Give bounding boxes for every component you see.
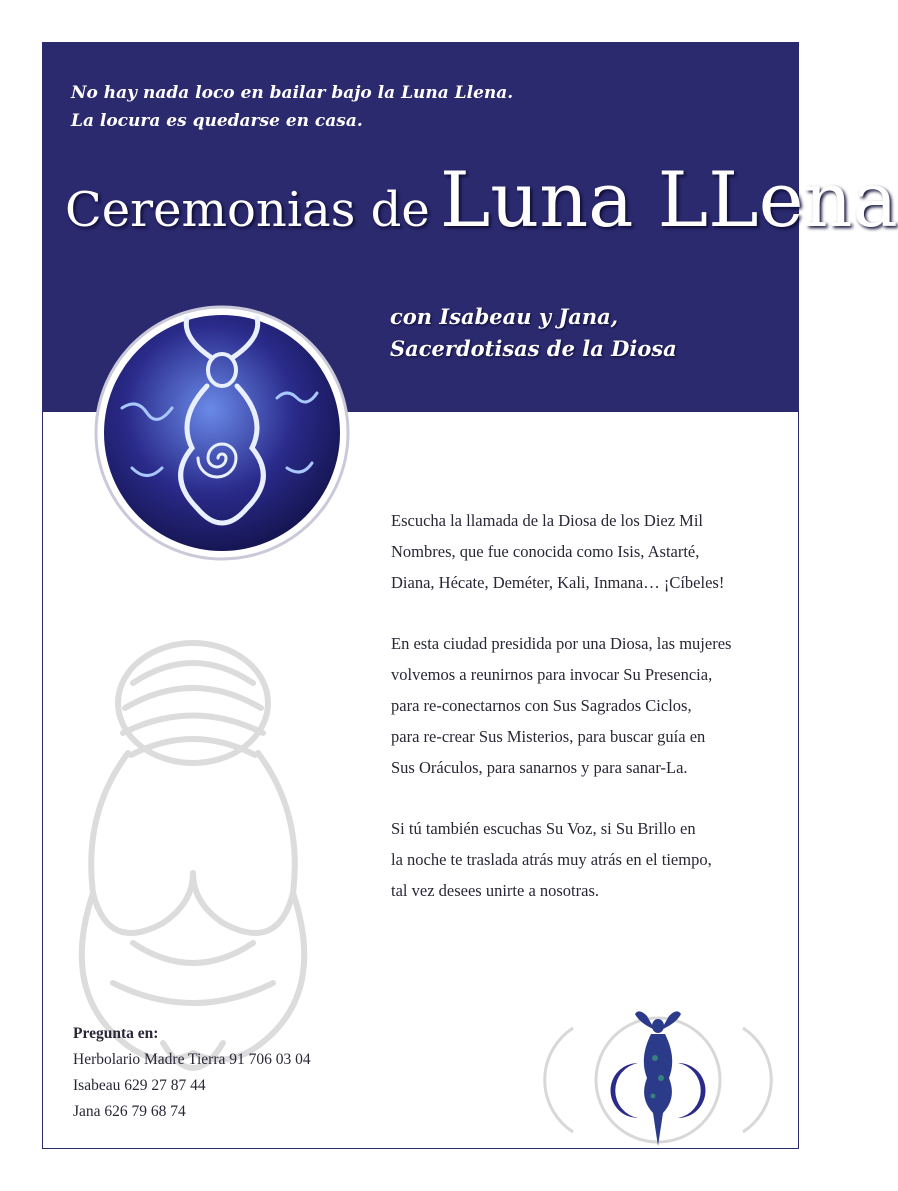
body-line: tal vez desees unirte a nosotras. [391, 881, 600, 900]
contact-line: Isabeau 629 27 87 44 [73, 1077, 206, 1094]
contact-heading: Pregunta en: [73, 1025, 159, 1042]
page-subtitle [390, 301, 677, 365]
title-part-2: Luna LLena [439, 155, 898, 244]
goddess-spiral-medallion [87, 298, 357, 568]
quote-line-2: La locura es quedarse en casa. [71, 111, 363, 131]
body-line: Diana, Hécate, Deméter, Kali, Inmana… ¡Cíbeles! [391, 573, 725, 592]
page-title [65, 155, 898, 244]
body-paragraph-2 [391, 628, 781, 783]
body-line: En esta ciudad presidida por una Diosa, las mujeres [391, 634, 732, 653]
body-line: para re-conectarnos con Sus Sagrados Ciclos, [391, 696, 692, 715]
triple-moon-goddess-emblem [543, 1008, 773, 1148]
subtitle-line-1: con Isabeau y Jana, [390, 304, 619, 329]
quote-line-1: No hay nada loco en bailar bajo la Luna Llena. [71, 83, 514, 103]
body-line: Escucha la llamada de la Diosa de los Diez Mil [391, 511, 704, 530]
body-paragraph-3 [391, 813, 781, 906]
body-line: la noche te traslada atrás muy atrás en el tiempo, [391, 850, 712, 869]
subtitle-line-2: Sacerdotisas de la Diosa [390, 336, 677, 361]
flyer-page [42, 42, 898, 1149]
body-text [391, 505, 781, 936]
title-part-1: Ceremonias de [65, 182, 430, 238]
contact-line: Jana 626 79 68 74 [73, 1103, 186, 1120]
body-line: Sus Oráculos, para sanarnos y para sanar-La. [391, 758, 688, 777]
body-line: para re-crear Sus Misterios, para buscar guía en [391, 727, 706, 746]
header-quote [71, 79, 513, 135]
body-line: Nombres, que fue conocida como Isis, Astarté, [391, 542, 700, 561]
contact-line: Herbolario Madre Tierra 91 706 03 04 [73, 1051, 311, 1068]
body-line: Si tú también escuchas Su Voz, si Su Brillo en [391, 819, 696, 838]
contact-block [73, 1021, 311, 1125]
body-line: volvemos a reunirnos para invocar Su Presencia, [391, 665, 713, 684]
body-paragraph-1 [391, 505, 781, 598]
